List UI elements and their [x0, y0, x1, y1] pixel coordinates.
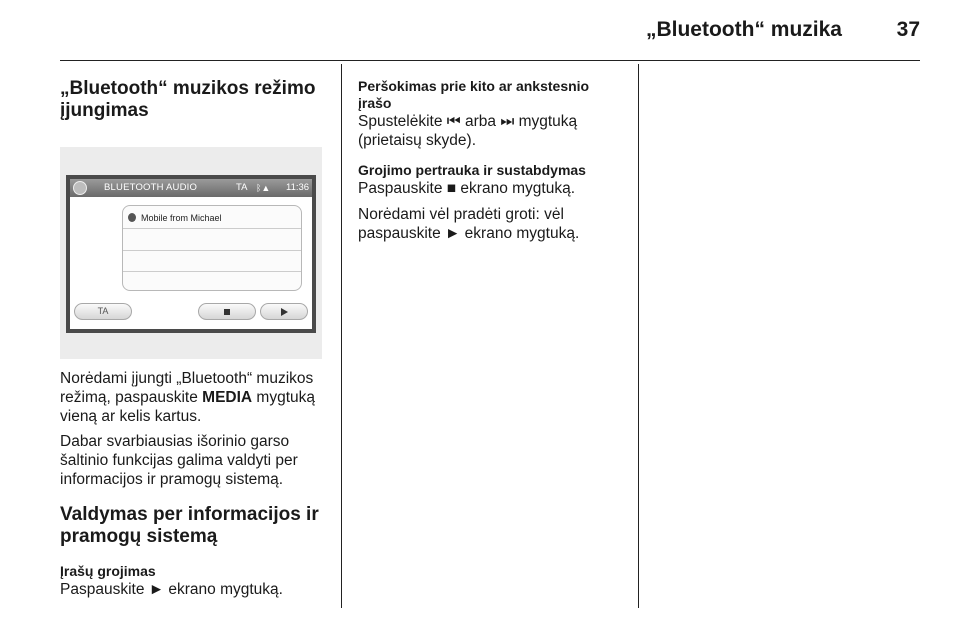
- paragraph-skip: Spustelėkite ⏮ arba ⏭ mygtuką (prietaisų skyde).: [358, 113, 578, 149]
- screen-bezel: [66, 175, 316, 333]
- paragraph-media-text: Norėdami įjungti „Bluetooth“ muzikos režimą, paspauskite: [60, 370, 314, 406]
- paragraph-control: Dabar svarbiausias išorinio garso šaltinio funkcijas galima valdyti per informacijos ir pramogų sistemą.: [60, 433, 298, 488]
- column-middle: [358, 78, 624, 243]
- list-divider: [123, 228, 301, 229]
- play-button[interactable]: [260, 303, 308, 320]
- screen-title-bar: [70, 179, 312, 197]
- bluetooth-signal-icon: ᛒ▲: [256, 183, 271, 193]
- screen-title: BLUETOOTH AUDIO: [104, 182, 198, 193]
- paragraph-playback: Paspauskite ► ekrano mygtuką.: [60, 581, 283, 598]
- globe-icon: [73, 181, 87, 195]
- column-left: [60, 78, 326, 599]
- list-divider: [123, 250, 301, 251]
- paragraph-media-text-end: mygtuką vieną ar kelis kartus.: [60, 389, 315, 425]
- column-divider-left: [341, 64, 342, 608]
- subheading-pause: Grojimo pertrauka ir sustabdymas: [358, 162, 586, 178]
- subheading-playback: Įrašų grojimas: [60, 563, 156, 579]
- list-divider: [123, 271, 301, 272]
- clock: 11:36: [286, 182, 310, 193]
- ta-status: TA: [236, 182, 248, 193]
- media-keyword: MEDIA: [202, 389, 253, 406]
- column-divider-right: [638, 64, 639, 608]
- subheading-skip: Peršokimas prie kito ar ankstesnio įrašo: [358, 78, 590, 111]
- page-number: 37: [896, 18, 920, 41]
- paragraph-media: [60, 369, 326, 426]
- device-screen: [70, 179, 312, 329]
- track-name: Mobile from Michael: [141, 213, 222, 223]
- section-heading-control: Valdymas per informacijos ir pramogų sistemą: [60, 504, 319, 547]
- paragraph-pause: Paspauskite ■ ekrano mygtuką.: [358, 180, 575, 197]
- ta-button[interactable]: TA: [74, 303, 132, 320]
- bluetooth-icon: [128, 213, 136, 222]
- section-heading-activation: „Bluetooth“ muzikos režimo įjungimas: [60, 78, 316, 121]
- header-rule: [60, 60, 920, 61]
- play-icon: [281, 308, 288, 316]
- track-list-panel: [122, 205, 302, 291]
- paragraph-resume: Norėdami vėl pradėti groti: vėl paspauskite ► ekrano mygtuką.: [358, 206, 580, 242]
- stop-icon: [224, 309, 230, 315]
- page-header-title: „Bluetooth“ muzika: [645, 18, 842, 41]
- device-screenshot: [60, 147, 322, 359]
- stop-button[interactable]: [198, 303, 256, 320]
